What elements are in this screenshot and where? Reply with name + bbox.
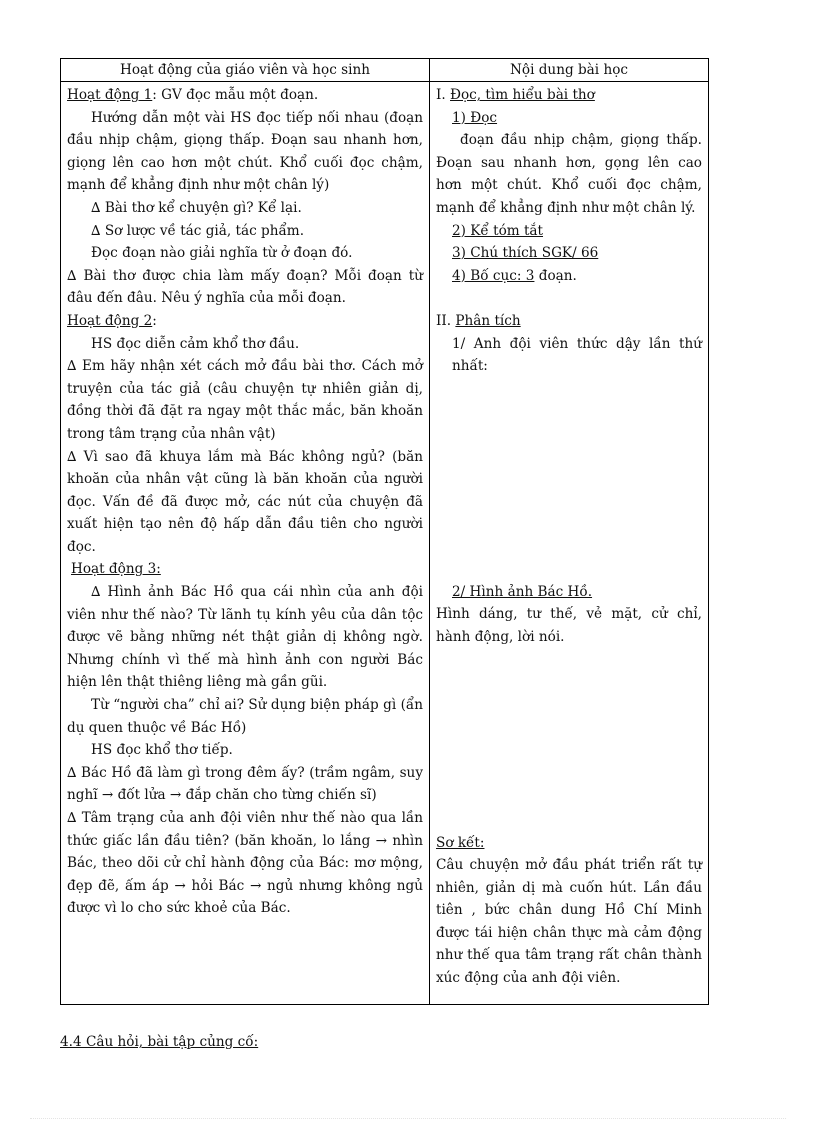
activities-cell (61, 82, 430, 1005)
activity-3-line (67, 558, 423, 581)
question-author: ∆ Sơ lược về tác giả, tác phẩm. (91, 222, 305, 239)
question-opening: ∆ Em hãy nhận xét cách mở đầu bài thơ. Cách mở truyện của tác giả (câu chuyện tự nhiên giản dị, đồng thời đã đặt ra ngay một thắc mắc, băn khoăn trong tâm trạng của nhân vật) (67, 358, 423, 442)
content-cell (430, 82, 709, 1005)
question-image: ∆ Hình ảnh Bác Hồ qua cái nhìn của anh đội viên như thế nào? Từ lãnh tụ kính yêu của dân tộc được vẽ bằng những nét thật giản dị không ngờ. Nhưng chính vì thế mà hình ảnh con người Bác hiện lên thật thiêng liêng mà gần gũi. (67, 584, 423, 691)
question-night-actions: ∆ Bác Hồ đã làm gì trong đêm ấy? (trầm ngâm, suy nghĩ → đốt lửa → đắp chăn cho từng chiến sĩ) (67, 764, 423, 804)
uncle-ho-description: Hình dáng, tư thế, vẻ mặt, cử chỉ, hành động, lời nói. (436, 606, 702, 645)
lesson-table (60, 58, 709, 1005)
question-structure: ∆ Bài thơ được chia làm mấy đoạn? Mỗi đoạn từ đâu đến đâu. Nêu ý nghĩa của mỗi đoạn. (67, 267, 423, 307)
activity-1-guide: Hướng dẫn một vài HS đọc tiếp nối nhau (đoạn đầu nhịp chậm, giọng thấp. Đoạn sau nhanh hơn, giọng lên cao hơn một chút. Khổ cuối đọc chậm, mạnh để khẳng định như một chân lý) (67, 109, 423, 194)
item-reading: 1) Đọc (452, 109, 498, 126)
activity-1-title: Hoạt động 1 (67, 87, 153, 103)
item-uncle-ho-image: 2/ Hình ảnh Bác Hồ. (452, 583, 593, 600)
activity-3-title: Hoạt động 3: (71, 561, 161, 578)
page-edge (30, 1118, 786, 1119)
review-questions-heading: 4.4 Câu hỏi, bài tập củng cố: (60, 1034, 259, 1050)
question-mood: ∆ Tâm trạng của anh đội viên như thế nào qua lần thức giấc lần đầu tiên? (băn khoăn, lo lắng → nhìn Bác, theo dõi cử chỉ hành động của Bác: mơ mộng, đẹp đẽ, ấm áp → hỏi Bác → ngủ nhưng không ngủ được vì lo cho sức khoẻ của Bác. (67, 810, 423, 917)
summary-heading: Sơ kết: (436, 834, 485, 851)
header-content: Nội dung bài học (430, 59, 709, 82)
summary-text: Câu chuyện mở đầu phát triển rất tự nhiên, giản dị mà cuốn hút. Lần đầu tiên , bức chân dung Hồ Chí Minh được tái hiện chân thực mà cảm động như thế qua tâm trạng rất chân thành xúc động của anh đội viên. (436, 857, 702, 987)
reading-instruction: Đọc đoạn nào giải nghĩa từ ở đoạn đó. (91, 245, 353, 262)
question-metaphor: Từ “người cha” chỉ ai? Sử dụng biện pháp gì (ẩn dụ quen thuộc về Bác Hồ) (67, 697, 423, 736)
activity-2-line: Hoạt động 2: (67, 312, 157, 329)
item-first-waking: 1/ Anh đội viên thức dậy lần thứ nhất: (452, 335, 702, 375)
activity-2-reading: HS đọc diễn cảm khổ thơ đầu. (91, 335, 300, 352)
item-summary: 2) Kể tóm tắt (452, 222, 544, 239)
reading-next-stanza: HS đọc khổ thơ tiếp. (91, 742, 233, 759)
activity-2-title: Hoạt động 2 (67, 312, 153, 329)
section-2-heading: II. Phân tích (436, 312, 521, 329)
question-story: ∆ Bài thơ kể chuyện gì? Kể lại. (91, 199, 302, 216)
section-1-heading: I. Đọc, tìm hiểu bài thơ (436, 87, 595, 103)
reading-notes: đoạn đầu nhịp chậm, giọng thấp. Đoạn sau nhanh hơn, gọng lên cao hơn một chút. Khổ cuối đọc chậm, mạnh để khẳng định như một chân lý. (436, 132, 702, 216)
item-annotation: 3) Chú thích SGK/ 66 (452, 245, 599, 262)
question-why-awake: ∆ Vì sao đã khuya lắm mà Bác không ngủ? (băn khoăn của nhân vật cũng là băn khoăn của người đọc. Vấn đề đã được mở, các nút của chuyện đã xuất hiện tạo nên độ hấp dẫn đầu tiên cho người đọc. (67, 448, 423, 555)
activity-1-line: Hoạt động 1: GV đọc mẫu một đoạn. (67, 87, 319, 103)
header-activities: Hoạt động của giáo viên và học sinh (61, 59, 430, 82)
item-structure: 4) Bố cục: 3 đoạn. (452, 267, 577, 284)
